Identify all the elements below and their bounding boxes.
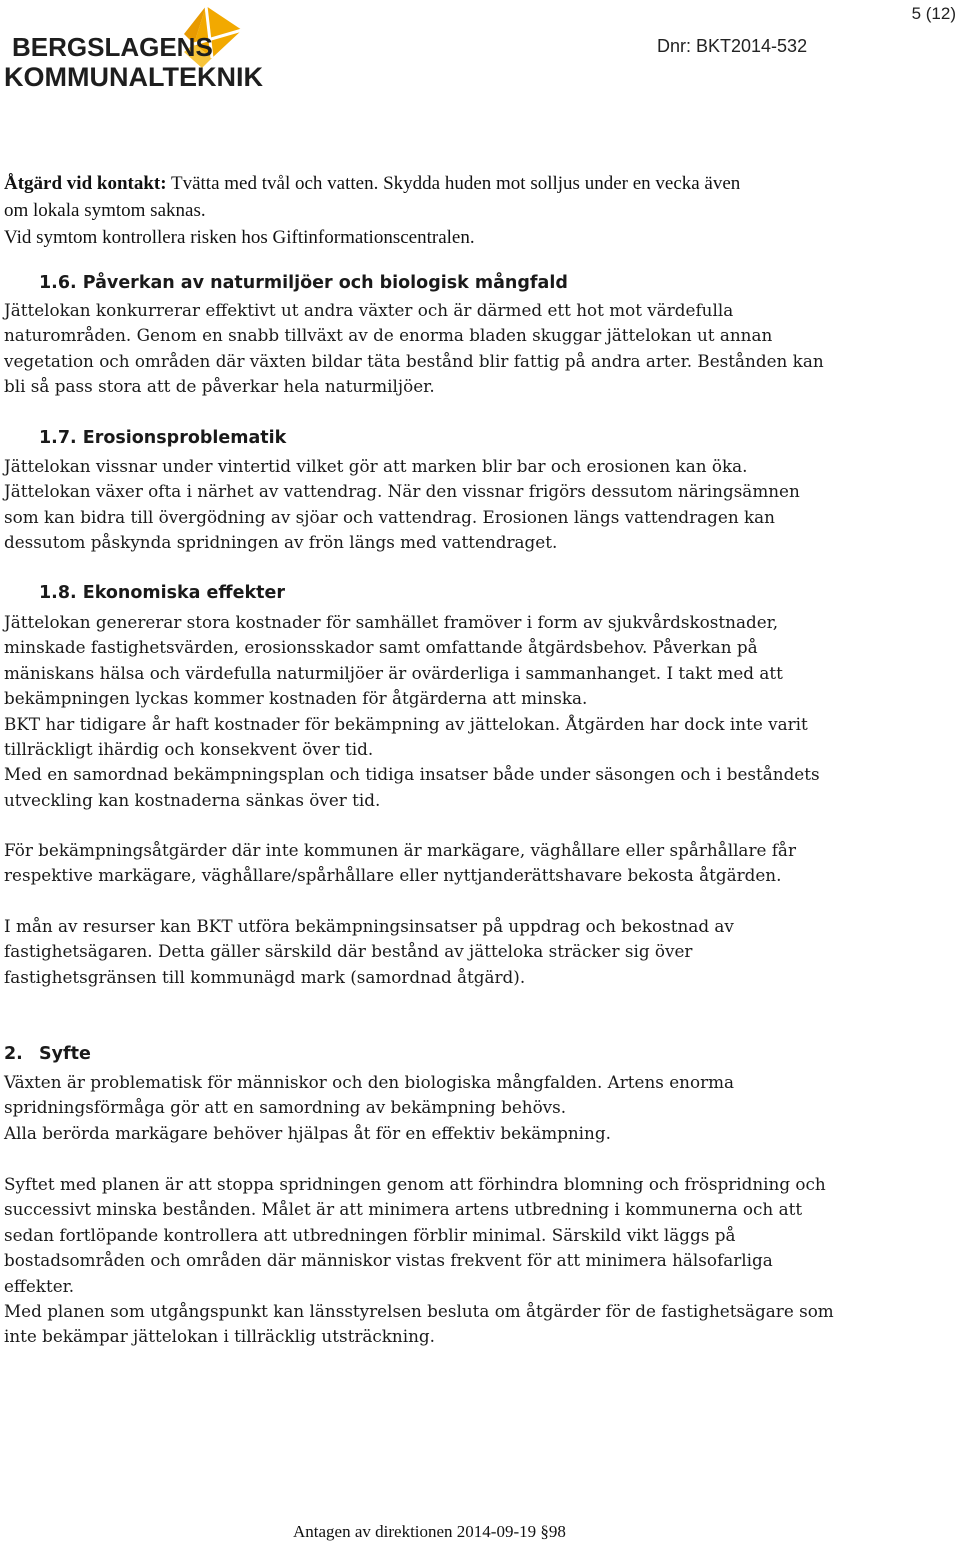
contact-action-line-1: Åtgärd vid kontakt: Tvätta med tvål och vatten. Skydda huden mot solljus under en vecka även [4, 173, 741, 194]
section-1-7-text: Jättelokan vissnar under vintertid vilket gör att marken blir bar och erosionen kan öka. Jättelokan växer ofta i närhet av vattendrag. När den vissnar frigörs dessutom näringsämnen som kan bidra till övergödning av sjöar och vattendrag. Erosionen längs vattendragen kan dessutom påskynda spridningen av frön längs med vattendraget. [4, 456, 800, 553]
section-1-6-text: Jättelokan konkurrerar effektivt ut andra växter och är därmed ett hot mot värdefulla naturområden. Genom en snabb tillväxt av de enorma bladen skuggar jättelokan ut annan vegetation och områden där växten bildar täta bestånd blir fattig på andra arter. Bestånden kan bli så pass stora att de påverkar hela naturmiljöer. [4, 300, 824, 397]
section-heading-1-6: 1.6. Påverkan av naturmiljöer och biologisk mångfald [39, 273, 568, 293]
section-1-8-text: Jättelokan genererar stora kostnader för samhället framöver i form av sjukvårdskostnader, minskade fastighetsvärden, erosionsskador samt omfattande åtgärdsbehov. Påverkan på mäniskans hälsa och värdefulla naturmiljöer är ovärderliga i sammanhanget. I takt med att bekämpningen lyckas kommer kostnaden för åtgärderna att minska. BKT har tidigare år haft kostnader för bekämpning av jättelokan. Åtgärden har dock inte varit tillräckligt ihärdig och konsekvent över tid. Med en samordnad bekämpningsplan och tidiga insatser både under säsongen och i beståndets utveckling kan kostnaderna sänkas över tid. [4, 612, 820, 810]
section-2-paragraph-1: Växten är problematisk för människor och den biologiska mångfalden. Artens enorma spridningsförmåga gör att en samordning av bekämpning behövs. Alla berörda markägare behöver hjälpas åt för en effektiv bekämpning. [4, 1072, 735, 1143]
company-logo [4, 4, 263, 96]
contact-action-line-3: Vid symtom kontrollera risken hos Giftinformationscentralen. [4, 227, 475, 248]
contact-action-label: Åtgärd vid kontakt: [4, 173, 167, 194]
section-heading-2-number: 2. [4, 1044, 23, 1064]
section-1-8-paragraph-3: I mån av resurser kan BKT utföra bekämpningsinsatser på uppdrag och bekostnad av fastighetsägaren. Detta gäller särskild där bestånd av jätteloka sträcker sig över fastighetsgränsen till kommunägd mark (samordnad åtgärd). [4, 916, 734, 987]
contact-action-line-2: om lokala symtom saknas. [4, 200, 206, 221]
page-number: 5 (12) [911, 4, 956, 23]
section-heading-1-7: 1.7. Erosionsproblematik [39, 428, 287, 448]
section-1-8-paragraph-2: För bekämpningsåtgärder där inte kommunen är markägare, väghållare eller spårhållare får respektive markägare, väghållare/spårhållare eller nyttjanderättshavare bekosta åtgärden. [4, 840, 796, 886]
logo-text-line1: BERGSLAGENS [12, 32, 213, 62]
section-heading-2-title: Syfte [39, 1044, 91, 1064]
section-2-paragraph-2: Syftet med planen är att stoppa spridningen genom att förhindra blomning och fröspridning och successivt minska bestånden. Målet är att minimera artens utbredning i kommunerna och att sedan fortlöpande kontrollera att utbredningen förblir minimal. Särskild vikt läggs på bostadsområden och områden där människor vistas frekvent för att minimera hälsofarliga effekter. Med planen som utgångspunkt kan länsstyrelsen besluta om åtgärder för de fastighetsägare som inte bekämpar jättelokan i tillräcklig utsträckning. [4, 1174, 834, 1347]
section-heading-1-8: 1.8. Ekonomiska effekter [39, 583, 285, 603]
document-number: Dnr: BKT2014-532 [657, 36, 808, 56]
contact-action-block [4, 170, 740, 251]
logo-text-line2: KOMMUNALTEKNIK [4, 62, 263, 92]
footer-adoption-note: Antagen av direktionen 2014-09-19 §98 [293, 1522, 566, 1541]
